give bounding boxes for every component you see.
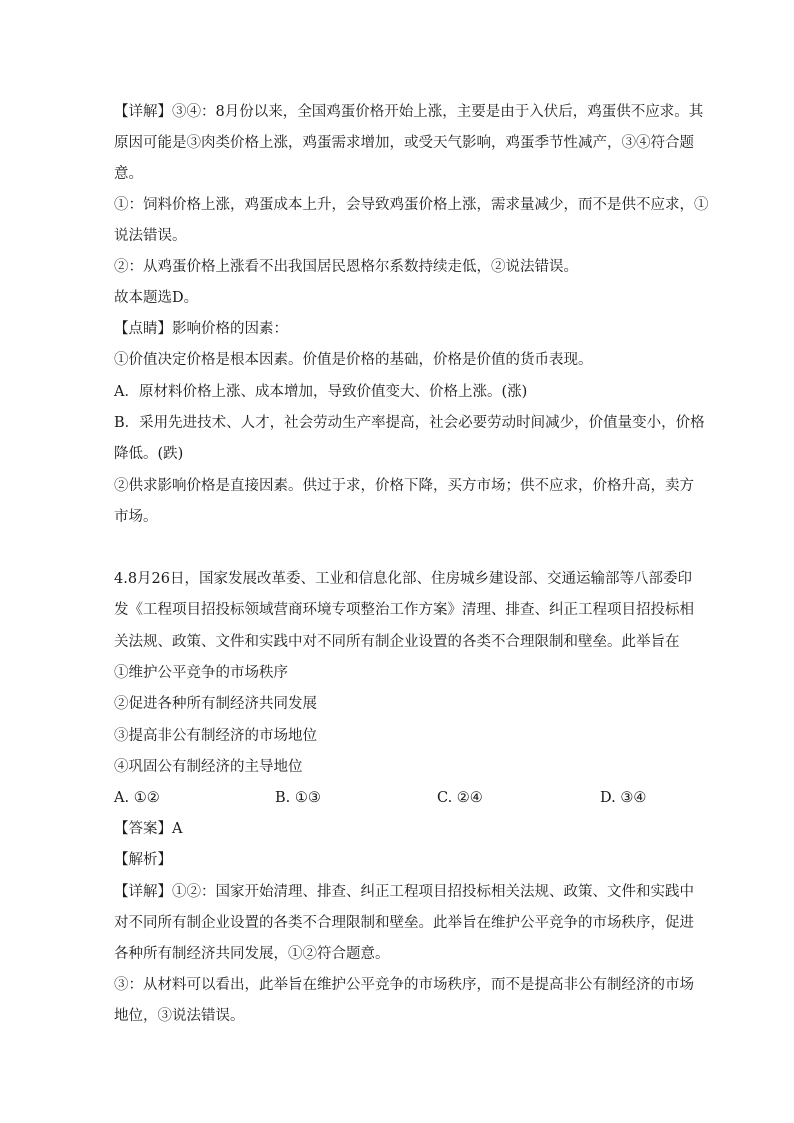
option-c: C. ②④ xyxy=(437,790,483,806)
option-b: B. ①③ xyxy=(275,790,321,806)
choice-statement: ④巩固公有制经济的主导地位 xyxy=(114,759,303,775)
text-line: 故本题选D。 xyxy=(114,290,199,306)
text-line: 意。 xyxy=(114,166,143,182)
text-line: A．原材料价格上涨、成本增加，导致价值变大、价格上涨。(涨) xyxy=(114,384,528,400)
text-line: 降低。(跌) xyxy=(114,446,184,462)
text-line: 说法错误。 xyxy=(114,228,187,244)
text-line: 地位，③说法错误。 xyxy=(114,1008,245,1024)
question-line: 4.8月26日，国家发展改革委、工业和信息化部、住房城乡建设部、交通运输部等八部委印 xyxy=(114,571,693,587)
text-line: B．采用先进技术、人才，社会劳动生产率提高，社会必要劳动时间减少，价值量变小，价格 xyxy=(114,415,705,431)
text-line: ③：从材料可以看出，此举旨在维护公平竞争的市场秩序，而不是提高非公有制经济的市场 xyxy=(114,977,694,993)
text-line: 各种所有制经济共同发展，①②符合题意。 xyxy=(114,946,390,962)
choice-statement: ①维护公平竞争的市场秩序 xyxy=(114,665,288,681)
question-line: 关法规、政策、文件和实践中对不同所有制企业设置的各类不合理限制和壁垒。此举旨在 xyxy=(114,634,680,650)
text-line: ②：从鸡蛋价格上涨看不出我国居民恩格尔系数持续走低，②说法错误。 xyxy=(114,259,578,275)
option-a: A. ①② xyxy=(114,790,160,806)
text-line: 原因可能是③肉类价格上涨，鸡蛋需求增加，或受天气影响，鸡蛋季节性减产，③④符合题 xyxy=(114,135,694,151)
text-line: 【详解】①②：国家开始清理、排查、纠正工程项目招投标相关法规、政策、文件和实践中 xyxy=(114,884,694,900)
analysis-heading: 【解析】 xyxy=(114,852,172,868)
text-line: ②供求影响价格是直接因素。供过于求，价格下降，买方市场；供不应求，价格升高，卖方 xyxy=(114,478,694,494)
question-line: 发《工程项目招投标领域营商环境专项整治工作方案》清理、排查、纠正工程项目招投标相 xyxy=(114,602,694,618)
answer-line: 【答案】A xyxy=(114,821,183,837)
text-line: 【点睛】影响价格的因素： xyxy=(114,321,288,337)
text-line: 【详解】③④：8月份以来，全国鸡蛋价格开始上涨，主要是由于入伏后，鸡蛋供不应求。其 xyxy=(114,104,704,120)
text-line: 市场。 xyxy=(114,509,158,525)
choice-statement: ③提高非公有制经济的市场地位 xyxy=(114,728,317,744)
choice-statement: ②促进各种所有制经济共同发展 xyxy=(114,696,317,712)
option-d: D. ③④ xyxy=(600,790,647,806)
text-line: ①价值决定价格是根本因素。价值是价格的基础，价格是价值的货币表现。 xyxy=(114,352,593,368)
text-line: ①：饲料价格上涨，鸡蛋成本上升，会导致鸡蛋价格上涨，需求量减少，而不是供不应求，① xyxy=(114,197,709,213)
text-line: 对不同所有制企业设置的各类不合理限制和壁垒。此举旨在维护公平竞争的市场秩序，促进 xyxy=(114,915,694,931)
